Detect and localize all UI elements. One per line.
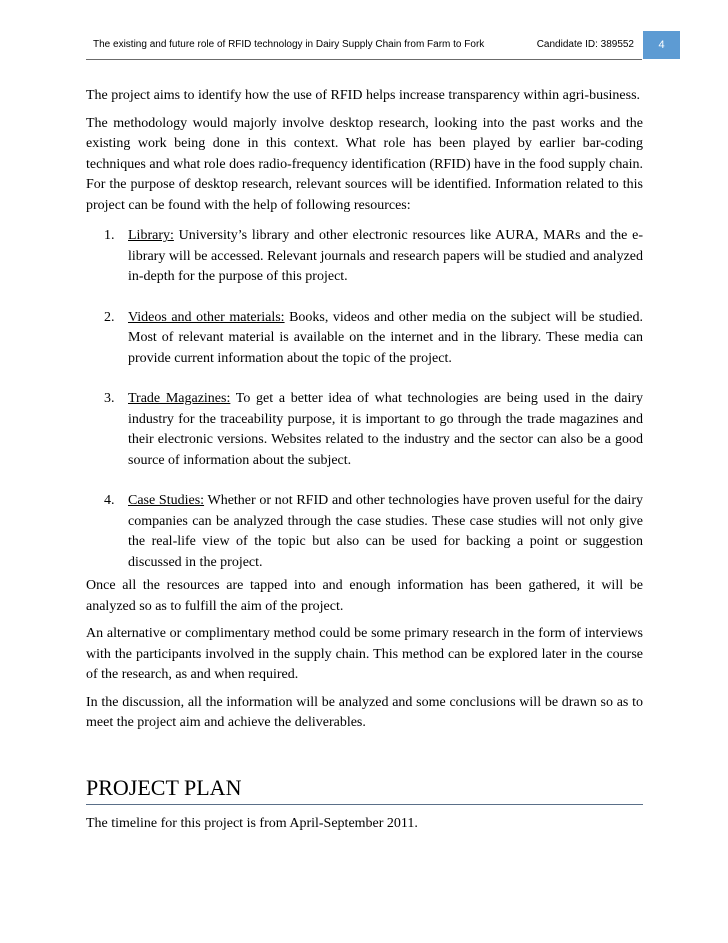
list-item-title: Case Studies: bbox=[128, 493, 205, 508]
list-item-number: 1. bbox=[104, 228, 115, 243]
page-header bbox=[86, 31, 642, 60]
list-item bbox=[86, 226, 643, 288]
list-item-text: University’s library and other electronic resources like AURA, MARs and the e-library will be accessed. Relevant journals and research papers will be studied and analyzed in-depth for the purpose of this project. bbox=[128, 228, 643, 284]
discussion-paragraph: In the discussion, all the information will be analyzed and some conclusions will be drawn so as to meet the project aim and achieve the deliverables. bbox=[86, 694, 643, 730]
header-title: The existing and future role of RFID technology in Dairy Supply Chain from Farm to Fork bbox=[93, 39, 485, 50]
list-item-title: Videos and other materials: bbox=[128, 309, 285, 325]
timeline-text: The timeline for this project is from April-September 2011. bbox=[86, 816, 418, 831]
document-body bbox=[86, 86, 643, 741]
list-item-text: Books, videos and other media on the subject will be studied. Most of relevant material is available on the internet and in the library. These media can provide current information about the topic of the project. bbox=[128, 309, 643, 366]
resources-list bbox=[86, 226, 643, 573]
aim-paragraph: The project aims to identify how the use of RFID helps increase transparency within agri-business. bbox=[86, 88, 641, 103]
analysis-paragraph: Once all the resources are tapped into and enough information has been gathered, it will be analyzed so as to fulfill the aim of the project. bbox=[86, 578, 643, 614]
list-item-title: Library: bbox=[128, 228, 174, 243]
list-item-title: Trade Magazines: bbox=[128, 391, 231, 406]
list-item-number: 2. bbox=[104, 309, 115, 325]
list-item bbox=[86, 491, 643, 573]
list-item-text: To get a better idea of what technologies are being used in the dairy industry for the traceability purpose, it is important to go through the trade magazines and their electronic versions. Websites related to the industry and the sector can also be a good source of information about the subject. bbox=[128, 391, 644, 468]
alternative-method-paragraph: An alternative or complimentary method could be some primary research in the form of interviews with the participants involved in the supply chain. This method can be explored later in the course of the research, as and when required. bbox=[86, 626, 643, 682]
list-item-text: Whether or not RFID and other technologies have proven useful for the dairy companies can be analyzed through the case studies. These case studies will not only give the real-life view of the topic but also can be used for backing a point or suggestion discussed in the project. bbox=[128, 493, 643, 570]
list-item-number: 3. bbox=[104, 391, 115, 406]
page-number-badge: 4 bbox=[643, 31, 680, 59]
methodology-paragraph: The methodology would majorly involve desktop research, looking into the past works and the existing work being done in this context. What role has been played by earlier bar-coding techniques and what role does radio-frequency identification (RFID) have in the food supply chain. For the purpose of desktop research, relevant sources will be identified. Information related to this project can be found with the help of following resources: bbox=[86, 115, 643, 213]
project-plan-heading: PROJECT PLAN bbox=[86, 775, 643, 805]
candidate-id: Candidate ID: 389552 bbox=[536, 39, 634, 50]
list-item-number: 4. bbox=[104, 493, 115, 508]
list-item bbox=[86, 308, 643, 370]
list-item bbox=[86, 389, 643, 471]
